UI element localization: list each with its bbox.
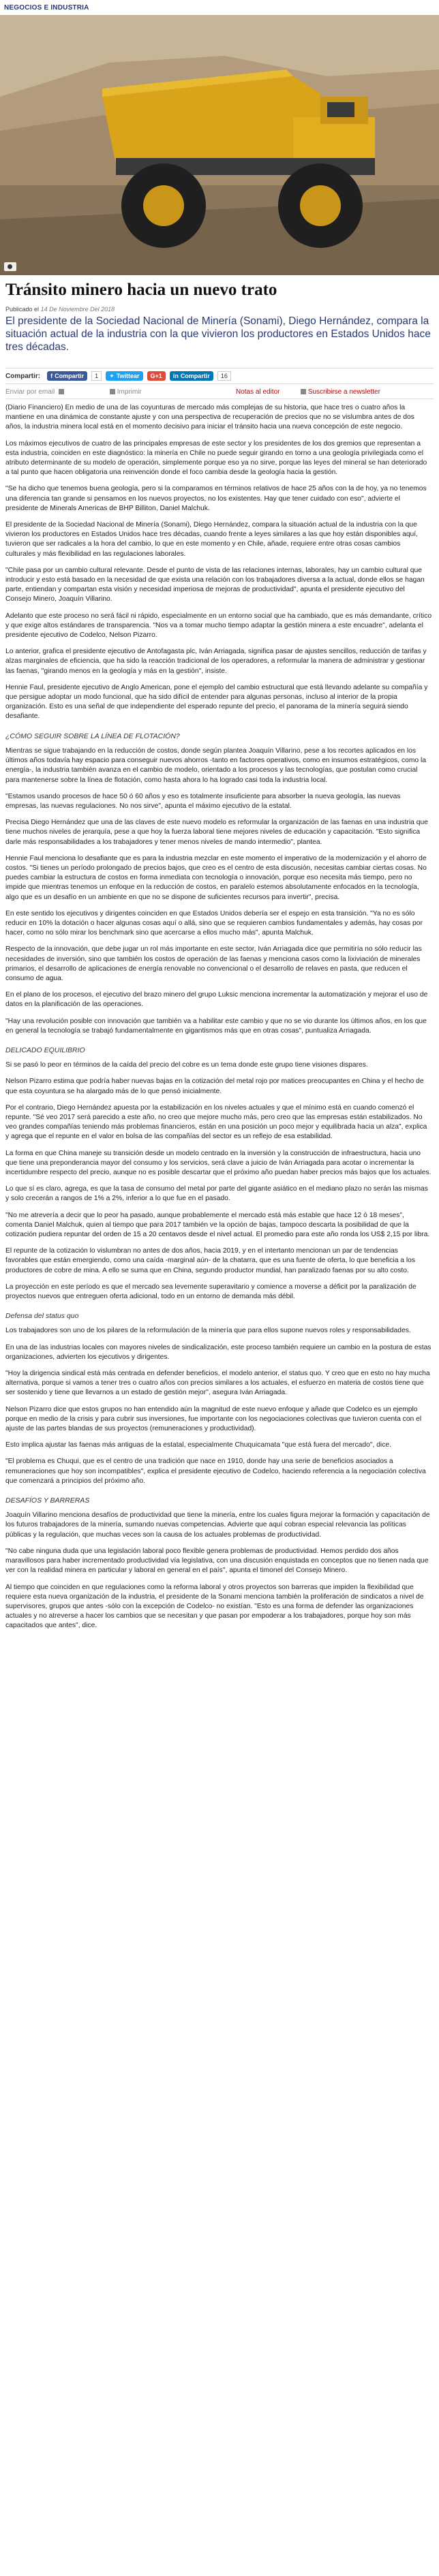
twitter-share-label: Twittear	[116, 373, 140, 379]
section-heading: Defensa del status quo	[5, 1312, 79, 1321]
paragraph: "No me atrevería a decir que lo peor ha pasado, aunque probablemente el mercado está más estable que hace 12 ó 18 meses", comenta Daniel Malchuk, quien al tiempo que para 2017 también ve la opción de bajas, tampoco descarta la posibilidad de que la cotización pudiera repuntar del orden de 15 a 20 centavos desde el nivel actual. El promedio para este año ronda los US$ 2,15 por libra.	[5, 1211, 430, 1239]
paragraph: Precisa Diego Hernández que una de las claves de este nuevo modelo es reformular la organización de las faenas en una industria que tiene muchos niveles de jerarquía, pese a que hoy la fuerza laboral tiene mejores niveles de educación y capacitación. "Esto significa darle más responsabilidades a los trabajadores y tener menos niveles de mando intermedio", plantea.	[5, 819, 428, 846]
paragraph: La proyección en este período es que el mercado sea levemente superavitario y comience a moverse a déficit por la paralización de proyectos nuevos que entreguen oferta adicional, todo en un entorno de demanda más débil.	[5, 1283, 417, 1301]
print-label: Imprimir	[117, 388, 142, 396]
paragraph: "Se ha dicho que tenemos buena geología, pero si la comparamos en términos relativos de hace 25 años con la de hoy, ya no tenemos una diferencia tan grande si pensamos en los nuevos proyectos, no los existentes. Hay que tener cuidado con eso", advierte el presidente de Minerals Americas de BHP Billiton, Daniel Malchuk.	[5, 485, 427, 512]
facebook-icon: f	[50, 373, 53, 379]
share-label: Compartir:	[5, 372, 41, 380]
paragraph: Esto implica ajustar las faenas más antiguas de la estatal, especialmente Chuquicamata "que está fuera del mercado", dice.	[5, 1441, 391, 1449]
paragraph: En este sentido los ejecutivos y dirigentes coinciden en que Estados Unidos debería ser el espejo en esta transición. "Ya no es sólo reducir en 10% la dotación o hacer algunas cosas aquí o allá, sino que se requieren cambios fundamentales y además, hay cosas por hacer, como no sólo mirar los benchmark sino que acercarse a ellos mucho más", apunta Malchuk.	[5, 909, 423, 937]
paragraph: Los trabajadores son uno de los pilares de la reformulación de la minería que para ellos supone nuevos roles y responsabilidades.	[5, 1327, 411, 1335]
paragraph: Respecto de la innovación, que debe jugar un rol más importante en este sector, Iván Arriagada dice que permitiría no sólo reducir las necesidades de inversión, sino que también los costos de operación de las faenas y menciona casos como la lixiviación de minerales primarios, el desarrollo de aplicaciones de energía renovable no convencional o el desarrollo de relaves en pasta, que reducen el consumo de agua.	[5, 945, 422, 982]
paragraph: Joaquín Villarino menciona desafíos de productividad que tiene la minería, entre los cuales figura mejorar la formación y capacitación de los futuros trabajadores de la minería, sumando nuevas competencias. Advierte que aquí cobran especial relevancia las políticas públicas y la regulación, que muchas veces son la causa de los actuales problemas de productividad.	[5, 1511, 430, 1539]
print-link[interactable]	[108, 388, 142, 396]
paragraph: Los máximos ejecutivos de cuatro de las principales empresas de este sector y los presidentes de los dos gremios que representan a esta industria, coinciden en este diagnóstico: la minería en Chile no puede seguir girando en torno a una geología privilegiada como el atributo determinante de su modelo de operación, simplemente porque eso ya no sirve, porque las leyes del mineral se han deteriorado a tal punto que hacen obligatoria una reinvención donde el foco cambia desde la geología hacia la gestión.	[5, 439, 427, 477]
published-date-value: 14 De Noviembre Del 2018	[40, 306, 115, 313]
camera-icon[interactable]	[4, 262, 16, 271]
linkedin-share-label: Compartir	[180, 373, 210, 379]
published-prefix: Publicado el	[5, 306, 40, 313]
linkedin-share-button[interactable]	[170, 371, 213, 381]
send-email-label: Enviar por email	[5, 388, 55, 396]
paragraph: El repunte de la cotización lo vislumbran no antes de dos años, hacia 2019, y en el intertanto mencionan un par de tendencias favorables que están emergiendo, como una caída -marginal aún- de la chatarra, que es una fuente de oferta, lo que beneficia a los productores de cobre de mina. A ello se suma que en China, segundo productor mundial, han paralizado faenas por su alto costo.	[5, 1247, 416, 1274]
share-bar	[5, 368, 434, 384]
facebook-share-label: Compartir	[55, 373, 85, 379]
paragraph: (Diario Financiero) En medio de una de las coyunturas de mercado más complejas de su historia, que hace tres o cuatro años la mantiene en una dinámica de constante ajuste y con una perspectiva de recuperación de precios que no se vislumbra antes de dos años, la industria minera local está en el momento decisivo para iniciar el tránsito hacia una nueva concepción de este negocio.	[5, 404, 414, 431]
published-date	[5, 306, 115, 313]
twitter-icon: ✦	[109, 372, 115, 379]
paragraph: "Chile pasa por un cambio cultural relevante. Desde el punto de vista de las relaciones internas, laborales, hay un cambio cultural que introducir y esto está basado en la necesidad de que exista una relación con los trabajadores diversa a la actual, donde ellos se hagan parte, entiendan y compartan esta visión y necesidad imperiosa de mejoras de productividad", apunta el presidente ejecutivo del Consejo Minero, Joaquín Villarino.	[5, 566, 425, 603]
paragraph: Si se pasó lo peor en términos de la caída del precio del cobre es un tema donde este grupo tiene visiones dispares.	[5, 1061, 368, 1069]
paragraph: En el plano de los procesos, el ejecutivo del brazo minero del grupo Luksic menciona incrementar la automatización y mejorar el uso de datos en la planificación de las operaciones.	[5, 991, 428, 1009]
paragraph: Hennie Faul, presidente ejecutivo de Anglo American, pone el ejemplo del cambio estructural que está llevando adelante su compañía y que persigue adoptar un modo funcional, que ha sido difícil de entender para algunas personas, incluso al interior de la propia organización. Esto es una señal de que independiente del esperado repunte del precio, el panorama de la minería seguirá siendo desafiante.	[5, 683, 428, 721]
facebook-share-button[interactable]	[47, 371, 87, 381]
paragraph: Nelson Pizarro estima que podría haber nuevas bajas en la cotización del metal rojo por matices preocupantes en China y el hecho de que esta coyuntura se ha alargado más de lo que pensó inicialmente.	[5, 1078, 424, 1095]
paragraph: Adelanto que este proceso no será fácil ni rápido, especialmente en un entorno social que ha cambiado, que es más demandante, crítico y que exige altos estándares de transparencia. "Nos va a tomar mucho tiempo adaptar la gestión minera a este encuadre", adelanta el presidente ejecutivo de Codelco, Nelson Pizarro.	[5, 612, 432, 640]
google-plus-label: G+1	[150, 373, 162, 379]
twitter-share-button[interactable]	[106, 371, 142, 381]
linkedin-share-count: 16	[217, 371, 231, 381]
paragraph: "El problema es Chuqui, que es el centro de una tradición que nace en 1910, donde hay una serie de beneficios asociados a remuneraciones que hoy son incompatibles", explica el presidente ejecutivo de Codelco, haciendo referencia a la negociación colectiva que comenzará a principios del próximo año.	[5, 1458, 426, 1485]
paragraph: Hennie Faul menciona lo desafiante que es para la industria mezclar en este momento el imperativo de la modernización y el ahorro de costos. "Si tienes un período prolongado de precios bajos, que creo es el centro de esta discusión, necesitas cambiar ciertas cosas. No puedes cambiar la estructura de costos en forma inmediata con tecnología o innovación, porque eso necesita más tiempo, pero no impide que mientras tenemos un enfoque en la reducción de costos, en paralelo estemos absolutamente enfocados en la tecnología, algo que es un desafío en un ambiente en que no se dispone de suficientes recursos para invertir", precisa.	[5, 854, 427, 901]
article-actions-bar	[5, 386, 434, 399]
google-plus-share-button[interactable]	[147, 371, 166, 381]
paragraph: La forma en que China maneje su transición desde un modelo centrado en la inversión y la construcción de infraestructura, hacia uno que tiene una preponderancia mayor del consumo y los servicios, será clave a juicio de Iván Arriagada para acotar o incrementar la incertidumbre respecto del precio, aunque no es posible descartar que el próximo año puedan haber precios más bajos que los actuales.	[5, 1149, 432, 1176]
article-lead: El presidente de la Sociedad Nacional de Minería (Sonami), Diego Hernández, compara la situación actual de la industria con la que vivieron los productores en Estados Unidos hace tres décadas.	[5, 315, 431, 353]
paragraph: Nelson Pizarro dice que estos grupos no han entendido aún la magnitud de este nuevo enfoque y añade que Codelco es un ejemplo porque en medio de la crisis y para cubrir sus inversiones, fue importante con los negociaciones colectivas que tuvieron cuenta con el ajuste de las partes blandas de sus proyectos (remuneraciones y productividad).	[5, 1405, 422, 1433]
paragraph: "No cabe ninguna duda que una legislación laboral poco flexible genera problemas de productividad. Hemos perdido dos años maravillosos para haber incrementado productividad vía legislativa, con una discusión enquistada en conceptos que no tienen nada que ver con la realidad minera en particular y laboral en general en el país", apunta el timonel del Consejo Minero.	[5, 1547, 429, 1575]
section-heading: DELICADO EQUILIBRIO	[5, 1046, 85, 1054]
paragraph: Lo anterior, grafica el presidente ejecutivo de Antofagasta plc, Iván Arriagada, significa pasar de ajustes sencillos, reducción de tarifas y alzas marginales de eficiencia, que ha sido la reacción tradicional de los operadores, a reformular la manera de administrar y gestionar las faenas, "girando menos en la geología y más en la gestión", insiste.	[5, 648, 427, 675]
section-heading: DESAFÍOS Y BARRERAS	[5, 1496, 90, 1505]
send-email-link[interactable]	[5, 388, 64, 396]
newsletter-icon	[301, 389, 306, 394]
hero-image	[0, 15, 439, 275]
subscribe-newsletter-link[interactable]	[299, 388, 380, 396]
paragraph: Al tiempo que coinciden en que regulaciones como la reforma laboral y otros proyectos son barreras que impiden la flexibilidad que requiere esta nueva organización de la industria, el presidente de la Sonami menciona también la proliferación de sindicatos a nivel de supervisores, grupos que antes -sólo con la excepción de Codelco- no existían. "Esto es una forma de defender las organizaciones actuales y no atreverse a hacer los cambios que se necesitan y que pasan por empoderar a los trabajadores, porque hoy son más capacitados que antes", dice.	[5, 1583, 424, 1630]
paragraph: En una de las industrias locales con mayores niveles de sindicalización, este proceso también requiere un cambio en la postura de estas organizaciones, advierten los ejecutivos y dirigentes.	[5, 1343, 432, 1361]
print-icon	[110, 389, 115, 394]
article-title: Tránsito minero hacia un nuevo trato	[5, 281, 277, 299]
mining-truck-illustration	[0, 15, 439, 275]
email-icon	[59, 389, 64, 394]
article-body	[5, 403, 432, 1638]
paragraph: "Estamos usando procesos de hace 50 ó 60 años y eso es totalmente insuficiente para absorber la nueva geología, las nuevas empresas, las nuevas regulaciones. No nos sirve", apunta el máximo ejecutivo de la estatal.	[5, 792, 401, 810]
paragraph: "Hay una revolución posible con innovación que también va a habilitar este cambio y que no se vio durante los últimos años, en los que en general la tecnología se trabajó fundamentalmente en gigantismos más que en otras cosas", puntualiza Arriagada.	[5, 1017, 427, 1035]
paragraph: Mientras se sigue trabajando en la reducción de costos, donde según plantea Joaquín Villarino, pese a los recortes aplicados en los últimos años todavía hay espacio para conseguir nuevos ahorros -tanto en factores operativos, como en insumos estratégicos, como la energía-, la industria también avanza en el cambio de modelo, orientado a los procesos y las tecnologías, que postulan como crucial para mantenerse sobre la línea de flotación, como hasta ahora lo ha logrado casi toda la industria local.	[5, 747, 427, 784]
paragraph: Lo que sí es claro, agrega, es que la tasa de consumo del metal por parte del gigante asiático en el mediano plazo no serán las mismas y solo crecerán a rangos de 1% a 2%, inferior a lo que fue en el pasado.	[5, 1185, 428, 1203]
section-label[interactable]: NEGOCIOS E INDUSTRIA	[4, 4, 89, 12]
paragraph: Por el contrario, Diego Hernández apuesta por la estabilización en los niveles actuales y que el mínimo está en cuando comenzó el repunte. "Sé veo 2017 será parecido a este año, no creo que mejore mucho más, pero creo que las empresas están estabilizados. No veo grandes compañías teniendo más problemas financieros, están en una posición un poco mejor y equilibrada hacia un alza", explica y agrega que el repunte en el valor en bolsa de las compañías del sector es un reflejo de esa estabilidad.	[5, 1103, 427, 1141]
facebook-share-count: 1	[91, 371, 102, 381]
paragraph: "Hoy la dirigencia sindical está más centrada en defender beneficios, el modelo anterior, el status quo. Y creo que en esto no hay mucha alternativa, porque si vamos a tener tres o cuatro años con precios similares a los actuales, el esfuerzo en materia de costos tiene que ser sostenido y tiene que llevarnos a un estado de gestión mejor", asegura Iván Arriagada.	[5, 1370, 430, 1397]
paragraph: El presidente de la Sociedad Nacional de Minería (Sonami), Diego Hernández, compara la situación actual de la industria con la que vivieron los productores en Estados Unidos hace tres décadas, cuando frente a leyes similares a las que hoy están disponibles aquí, tuvieron que ser radicales a la hora del cambio, lo que en este momento y en Chile, añade, requiere entre otras cosas cambios culturales y más flexibilidad en las regulaciones laborales.	[5, 521, 419, 558]
subscribe-label: Suscribirse a newsletter	[307, 388, 380, 396]
linkedin-icon: in	[172, 373, 179, 379]
editor-notes-link[interactable]: Notas al editor	[236, 388, 280, 396]
section-heading: ¿CÓMO SEGUIR SOBRE LA LÍNEA DE FLOTACIÓN?	[5, 732, 180, 740]
